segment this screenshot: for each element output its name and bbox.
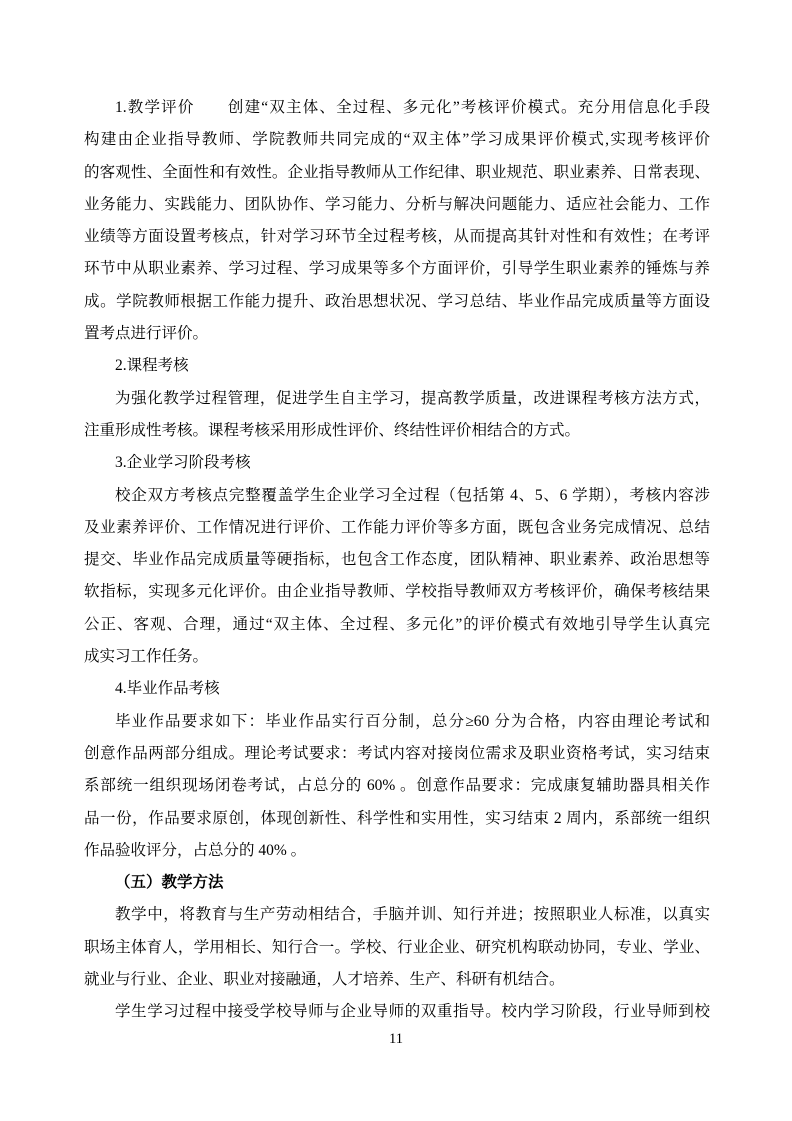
text-line: 4.毕业作品考核 (115, 680, 220, 698)
text-line: 及业素养评价、工作情况进行评价、工作能力评价等多方面，既包含业务完成情况、总结 (84, 518, 710, 536)
text-line: 校企双方考核点完整覆盖学生企业学习全过程（包括第 4、5、6 学期），考核内容涉 (115, 486, 710, 504)
text-line: 提交、毕业作品完成质量等硬指标，也包含工作态度，团队精神、职业素养、政治思想等 (84, 551, 710, 569)
text-line: 业务能力、实践能力、团队协作、学习能力、分析与解决问题能力、适应社会能力、工作 (84, 195, 710, 213)
text-line: 毕业作品要求如下：毕业作品实行百分制，总分≥60 分为合格，内容由理论考试和 (115, 712, 710, 730)
text-line: 作品验收评分，占总分的 40% 。 (84, 841, 307, 859)
text-line: 注重形成性考核。课程考核采用形成性评价、终结性评价相结合的方式。 (84, 421, 581, 439)
text-line: 构建由企业指导教师、学院教师共同完成的“双主体”学习成果评价模式,实现考核评价 (84, 131, 710, 149)
text-line: 2.课程考核 (115, 357, 189, 375)
text-line: 成。学院教师根据工作能力提升、政治思想状况、学习总结、毕业作品完成质量等方面设 (84, 292, 710, 310)
text-line: 职场主体育人，学用相长、知行合一。学校、行业企业、研究机构联动协同，专业、学业、 (84, 938, 710, 956)
text-line: 品一份，作品要求原创，体现创新性、科学性和实用性，实习结束 2 周内，系部统一组织 (84, 809, 710, 827)
text-line: 教学中，将教育与生产劳动相结合，手脑并训、知行并进；按照职业人标准，以真实 (115, 906, 710, 924)
text-body (84, 92, 710, 1029)
text-line: 系部统一组织现场闭卷考试，占总分的 60% 。创意作品要求：完成康复辅助器具相关作 (84, 777, 710, 795)
text-line: 为强化教学过程管理，促进学生自主学习，提高教学质量，改进课程考核方法方式， (115, 389, 710, 407)
page-number: 11 (389, 1031, 403, 1047)
text-line: 就业与行业、企业、职业对接融通，人才培养、生产、科研有机结合。 (84, 971, 565, 989)
text-line: （五）教学方法 (115, 874, 224, 892)
text-line: 业绩等方面设置考核点，针对学习环节全过程考核，从而提高其针对性和有效性；在考评 (84, 228, 710, 246)
text-line: 学生学习过程中接受学校导师与企业导师的双重指导。校内学习阶段，行业导师到校 (115, 1003, 710, 1021)
text-line: 的客观性、全面性和有效性。企业指导教师从工作纪律、职业规范、职业素养、日常表现、 (84, 163, 710, 181)
text-line: 环节中从职业素养、学习过程、学习成果等多个方面评价，引导学生职业素养的锤炼与养 (84, 260, 710, 278)
text-line: 置考点进行评价。 (84, 325, 209, 343)
text-line: 公正、客观、合理，通过“双主体、全过程、多元化”的评价模式有效地引导学生认真完 (84, 615, 710, 633)
text-line: 3.企业学习阶段考核 (115, 454, 251, 472)
text-line: 软指标，实现多元化评价。由企业指导教师、学校指导教师双方考核评价，确保考核结果 (84, 583, 710, 601)
text-line: 成实习工作任务。 (84, 648, 209, 666)
page-footer (0, 1030, 792, 1048)
text-line: 创意作品两部分组成。理论考试要求：考试内容对接岗位需求及职业资格考试，实习结束 (84, 744, 710, 762)
text-line: 1.教学评价 创建“双主体、全过程、多元化”考核评价模式。充分用信息化手段 (115, 99, 710, 116)
